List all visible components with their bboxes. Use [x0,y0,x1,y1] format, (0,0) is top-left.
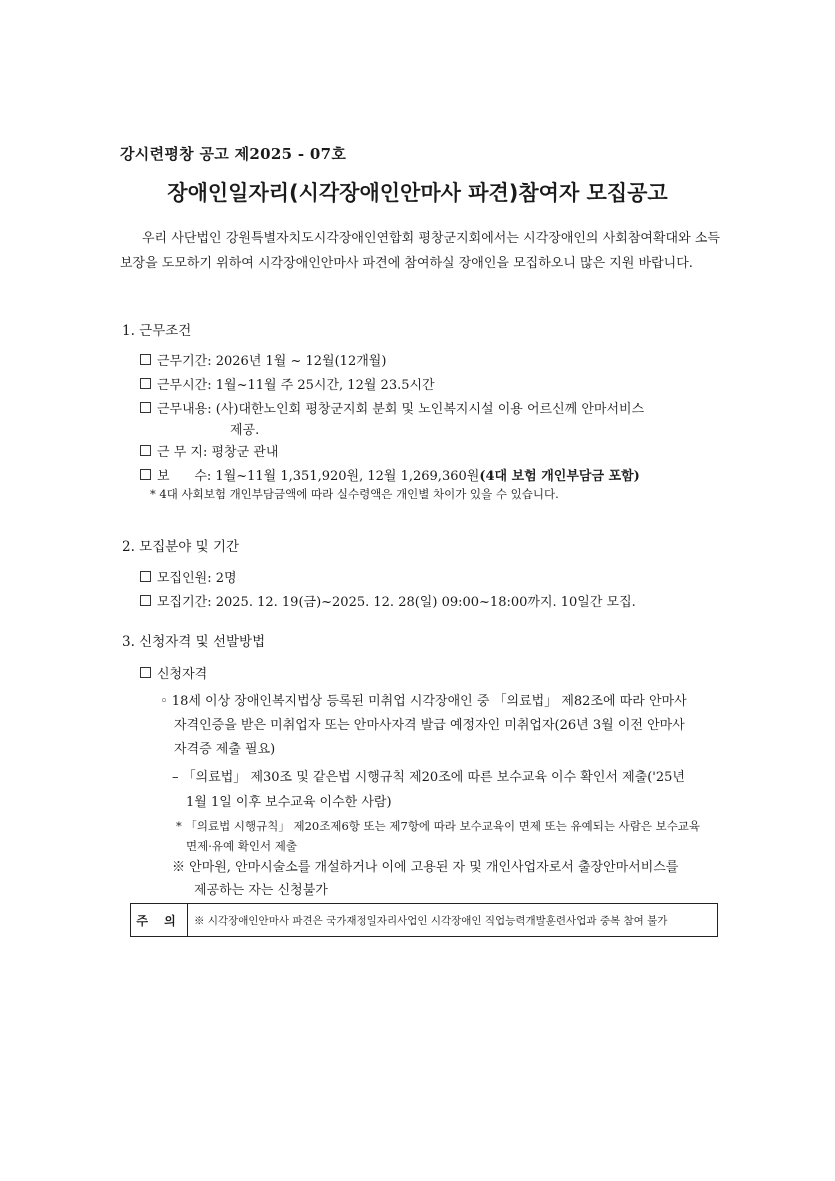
ineligible-note-line-1: ※ 안마원, 안마시술소를 개설하거나 이에 고용된 자 및 개인사업자로서 출장안마서비스를 [172,860,679,875]
checkbox-icon [140,571,151,582]
recruit-period-item [140,591,636,610]
checkbox-icon [140,445,151,456]
qualification-heading [140,663,207,682]
section-3-heading: 3. 신청자격 및 선발방법 [122,634,266,650]
work-period-text: 근무기간: 2026년 1월 ~ 12월(12개월) [157,354,387,369]
checkbox-icon [140,595,151,606]
insurance-note: * 4대 사회보험 개인부담금액에 따라 실수령액은 개인별 차이가 있을 수 있습니다. [150,487,559,501]
qualification-heading-text: 신청자격 [157,667,208,682]
pay-text: 보 수: 1월~11월 1,351,920원, 12월 1,269,360원 [157,469,480,484]
checkbox-icon [140,667,151,678]
work-hours-item [140,374,435,393]
work-content-item [140,398,644,417]
pay-item [140,465,640,484]
qualification-line-2: 자격인증을 받은 미취업자 또는 안마사자격 발급 예정자인 미취업자(26년 3월 이전 안마사 [174,718,685,733]
training-requirement-line-1: – 「의료법」 제30조 및 같은법 시행규칙 제20조에 따른 보수교육 이수 확인서 제출('25년 [172,770,685,785]
checkbox-icon [140,354,151,365]
work-content-continuation: 제공. [230,423,260,438]
training-requirement-line-2: 1월 1일 이후 보수교육 이수한 사람) [186,795,392,810]
qualification-line-3: 자격증 제출 필요) [174,742,276,757]
caution-box [130,903,718,937]
work-location-text: 근 무 지: 평창군 관내 [157,445,279,460]
exemption-note-line-1: * 「의료법 시행규칙」 제20조제6항 또는 제7항에 따라 보수교육이 면제 또는 유예되는 사람은 보수교육 [176,819,701,833]
work-period-item [140,350,386,369]
document-title: 장애인일자리(시각장애인안마사 파견)참여자 모집공고 [167,181,668,205]
intro-paragraph: 우리 사단법인 강원특별자치도시각장애인연합회 평창군지회에서는 시각장애인의 사회참여확대와 소득보장을 도모하기 위하여 시각장애인안마사 파견에 참여하실 장애인을 모집하오니 많은 지원 바랍니다. [120,231,720,271]
work-location-item [140,441,278,460]
notice-number: 강시련평창 공고 제2025 - 07호 [120,145,347,163]
work-content-text: 근무내용: (사)대한노인회 평창군지회 분회 및 노인복지시설 이용 어르신께 안마서비스 [157,402,645,417]
caution-text: ※ 시각장애인안마사 파견은 국가재정일자리사업인 시각장애인 직업능력개발훈련사업과 중복 참여 불가 [194,914,668,927]
recruit-count-item [140,567,237,586]
checkbox-icon [140,402,151,413]
ineligible-note-line-2: 제공하는 자는 신청불가 [194,883,328,898]
work-hours-text: 근무시간: 1월~11월 주 25시간, 12월 23.5시간 [157,378,435,393]
pay-note-bold: (4대 보험 개인부담금 포함) [479,469,640,484]
recruit-count-text: 모집인원: 2명 [157,571,237,586]
qualification-line-1: ◦ 18세 이상 장애인복지법상 등록된 미취업 시각장애인 중 「의료법」 제82조에 따라 안마사 [160,694,687,709]
checkbox-icon [140,469,151,480]
section-1-heading: 1. 근무조건 [122,323,192,339]
exemption-note-line-2: 면제·유예 확인서 제출 [186,839,297,853]
recruit-period-text: 모집기간: 2025. 12. 19(금)~2025. 12. 28(일) 09:00~18:00까지. 10일간 모집. [157,595,636,610]
section-2-heading: 2. 모집분야 및 기간 [122,539,240,555]
checkbox-icon [140,378,151,389]
caution-label: 주 의 [131,904,188,936]
